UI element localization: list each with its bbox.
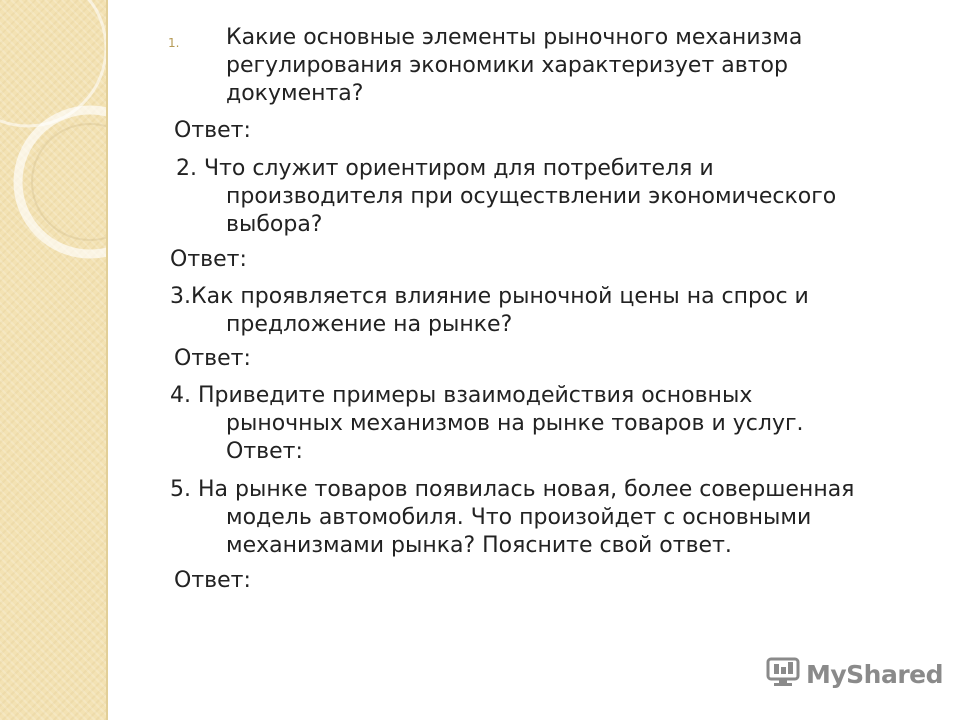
- watermark-text: MyShared: [806, 659, 944, 689]
- monitor-icon: [766, 657, 800, 691]
- q1-line-1: Какие основные элементы рыночного механизма: [226, 25, 803, 50]
- q5-line-2: модель автомобиля. Что произойдет с основными: [226, 505, 812, 530]
- q3-answer: Ответ:: [174, 346, 251, 371]
- q5-line-3: механизмами рынка? Поясните свой ответ.: [226, 533, 732, 558]
- q1-answer: Ответ:: [174, 118, 251, 143]
- q5-line-1: 5. На рынке товаров появилась новая, более совершенная: [170, 477, 855, 502]
- q5-answer: Ответ:: [174, 568, 251, 593]
- q2-line-3: выбора?: [226, 212, 323, 237]
- sidebar-divider: [106, 0, 108, 720]
- q1-number: 1.: [168, 36, 180, 50]
- q4-line-2: рыночных механизмов на рынке товаров и услуг.: [226, 411, 804, 436]
- q3-line-2: предложение на рынке?: [226, 312, 513, 337]
- decorative-sidebar: [0, 0, 106, 720]
- q4-answer: Ответ:: [226, 439, 303, 464]
- q2-answer: Ответ:: [170, 247, 247, 272]
- q2-line-2: производителя при осуществлении экономического: [226, 184, 837, 209]
- q1-line-3: документа?: [226, 81, 364, 106]
- myshared-watermark: [766, 656, 943, 692]
- q1-line-2: регулирования экономики характеризует автор: [226, 53, 788, 78]
- q4-line-1: 4. Приведите примеры взаимодействия основных: [170, 383, 753, 408]
- q2-line-1: 2. Что служит ориентиром для потребителя и: [176, 156, 714, 181]
- sidebar-circles-decoration: [0, 0, 106, 720]
- q3-line-1: 3.Как проявляется влияние рыночной цены на спрос и: [170, 284, 809, 309]
